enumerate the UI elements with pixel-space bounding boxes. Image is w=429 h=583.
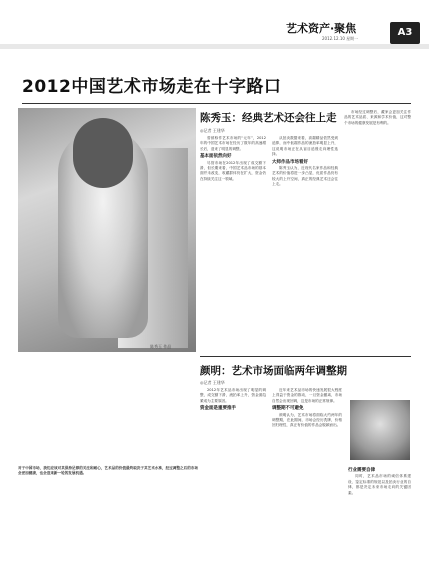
article1-heading1: 基本面依然向好 xyxy=(200,154,232,160)
article2-subtitle: 颜明：艺术市场面临两年调整期 xyxy=(200,365,347,377)
photo-caption: 陈秀玉 作品 xyxy=(150,344,172,349)
article1-intro: 曾被称作艺术市场的“元年”，2012年的中国艺术市场在经历了数年的高速增长后，迎来了明显的调整。 xyxy=(200,136,266,151)
article2-heading1: 资金面是重要推手 xyxy=(200,406,236,412)
article2-para2: 近年来艺术品市场的快速发展很大程度上得益于资金的推动，一旦资金撤离，市场自然会出现回调，这是市场的正常规律。 xyxy=(272,388,342,403)
article1-para3: 陈秀玉认为，近现代名家作品和经典艺术的价值将进一步凸显，优质作品仍有较大的上升空间，真正的经典艺术还会往上走。 xyxy=(272,166,338,187)
article2-byline: ◎记者 王建华 xyxy=(200,380,225,385)
article1-para1: 尽管市场在2012年出现了成交额下滑，但长期来看，中国艺术品市场的基本面并未改变，收藏群体仍在扩大，资金仍在持续关注这一领域。 xyxy=(200,160,266,181)
article1-para4: 市场经过调整后，藏家会更加关注作品的艺术品质、来源和学术价值，这对整个市场的健康发展是有利的。 xyxy=(344,110,411,125)
section-name: 艺术资产·聚焦 xyxy=(286,22,357,35)
author-portrait xyxy=(350,400,410,460)
page-number-badge: A3 xyxy=(390,22,420,44)
issue-date: 2012.12.10 星期一 xyxy=(322,36,359,41)
photo-hair xyxy=(73,118,133,188)
title-rule xyxy=(22,103,411,104)
article1-subtitle: 陈秀玉：经典艺术还会往上走 xyxy=(200,112,337,124)
article2-col2 xyxy=(272,388,342,578)
article1-col2 xyxy=(272,136,338,352)
article2-col3 xyxy=(348,466,411,578)
page-title: 2012中国艺术市场走在十字路口 xyxy=(22,77,282,97)
article1-col1 xyxy=(200,136,266,352)
article2-para4: 同时，艺术品市场的诚信体系建设、鉴定标准的规范以及拍卖行业的自律，都是决定未来市场走向的关键因素。 xyxy=(348,474,411,495)
article-divider xyxy=(200,356,411,357)
article2-heading2: 调整期不可避免 xyxy=(272,406,304,412)
artwork-photo xyxy=(18,108,196,352)
bottom-note: 对于中国市场，我们应该对其保持足够的关注和耐心，艺术品的价值最终取决于其艺术水准，经过调整之后的市场会更加健康，也会迎来新一轮的发展机遇。 xyxy=(18,466,198,475)
article2-para1: 2012年艺术品市场出现了明显的调整，成交额下滑，流拍率上升，资金面趋紧成为主要原因。 xyxy=(200,388,266,403)
header-stripe xyxy=(0,44,429,49)
article1-para2: 从拍卖数据来看，高端精品依然受到追捧，而中低端作品的流拍率明显上升，这说明市场正在从盲目追涨走向理性选择。 xyxy=(272,136,338,157)
article2-col1 xyxy=(200,388,266,578)
article1-heading2: 大师作品市场看好 xyxy=(272,159,308,165)
article2-para3: 颜明认为，艺术市场将面临大约两年的调整期，在此期间，市场会经历洗牌，价格回归理性，真正有价值的作品会脱颖而出。 xyxy=(272,412,342,428)
article2-heading3: 行业需要自律 xyxy=(348,468,375,473)
article1-col3 xyxy=(344,110,411,352)
article1-byline: ◎记者 王建华 xyxy=(200,128,225,133)
